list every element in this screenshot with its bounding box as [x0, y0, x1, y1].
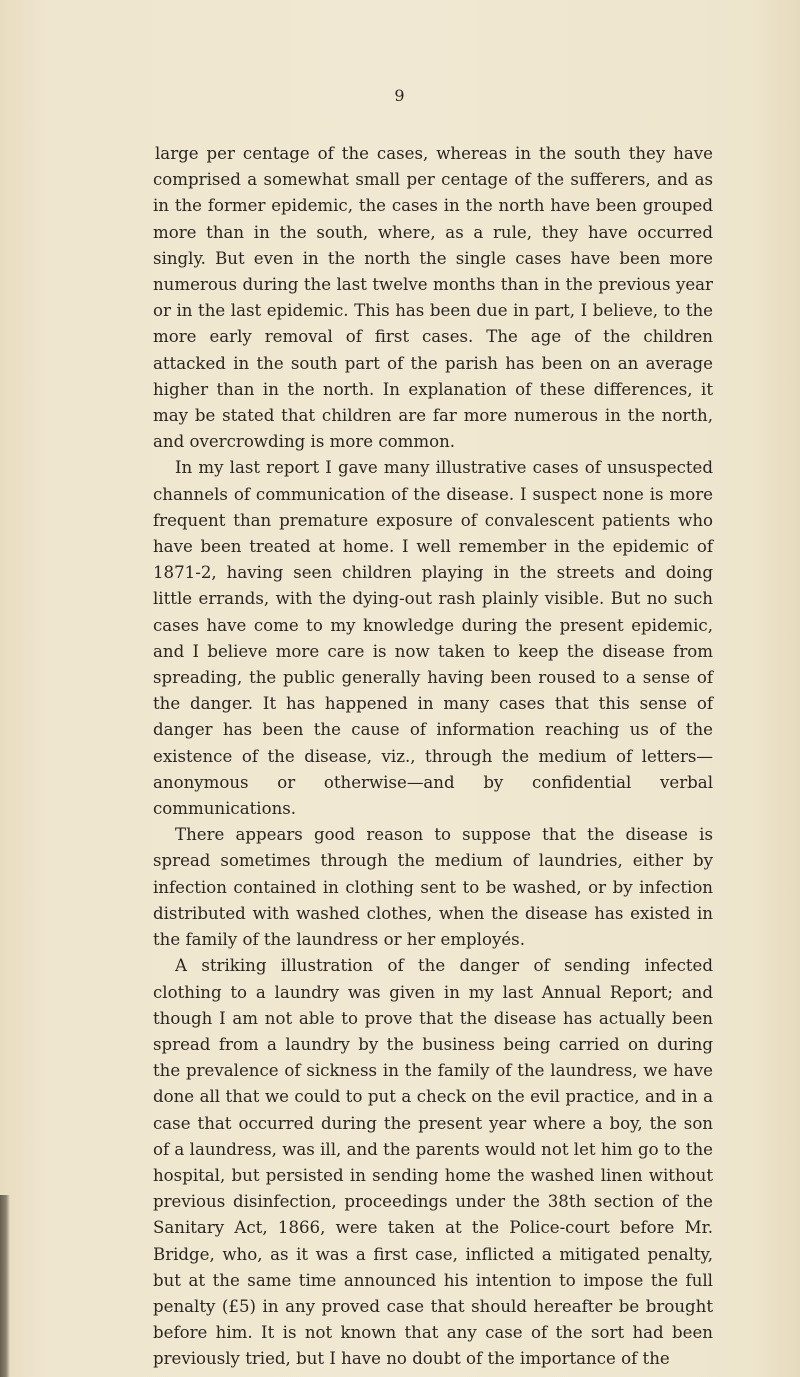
paragraph-laundries: There appears good reason to suppose that the disease is spread sometimes through the medium of laundries, either by infection contained in clothing sent to be washed, or by infection distributed with washed clothes, when the disease has existed in the family of the laundress or her employés. [153, 825, 713, 950]
body-text [153, 141, 713, 1373]
page-number: 9 [394, 86, 406, 105]
binding-edge-shadow [0, 1195, 10, 1377]
paragraph-continuation: large per centage of the cases, whereas in the south they have comprised a somewhat small per centage of the sufferers, and as in the former epidemic, the cases in the north have been grouped more than in the south, where, as a rule, they have occurred singly. But even in the north the single cases have been more numerous during the last twelve months than in the previous year or in the last epidemic. This has been due in part, I believe, to the more early removal of first cases. The age of the children attacked in the south part of the parish has been on an average higher than in the north. In explanation of these differences, it may be stated that children are far more numerous in the north, and overcrowding is more common. [153, 144, 713, 452]
paragraph-channels: In my last report I gave many illustrative cases of unsuspected channels of communication of the disease. I suspect none is more frequent than premature exposure of convalescent patients who have been treated at home. I well remember in the epidemic of 1871-2, having seen children playing in the streets and doing little errands, with the dying-out rash plainly visible. But no such cases have come to my knowledge during the present epidemic, and I believe more care is now taken to keep the disease from spreading, the public generally having been roused to a sense of the danger. It has happened in many cases that this sense of danger has been the cause of information reaching us of the existence of the disease, viz., through the medium of letters— anonymous or otherwise—and by confidential verbal communications. [153, 458, 713, 819]
paragraph-illustration: A striking illustration of the danger of sending infected clothing to a laundry was given in my last Annual Report; and though I am not able to prove that the disease has actually been spread from a laundry by the business being carried on during the prevalence of sickness in the family of the laundress, we have done all that we could to put a check on the evil practice, and in a case that occurred during the present year where a boy, the son of a laundress, was ill, and the parents would not let him go to the hospital, but persisted in sending home the washed linen without previous disinfection, proceedings under the 38th section of the Sanitary Act, 1866, were taken at the Police-court before Mr. Bridge, who, as it was a first case, inflicted a mitigated penalty, but at the same time announced his intention to impose the full penalty (£5) in any proved case that should hereafter be brought before him. It is not known that any case of the sort had been previously tried, but I have no doubt of the importance of the [153, 956, 713, 1369]
